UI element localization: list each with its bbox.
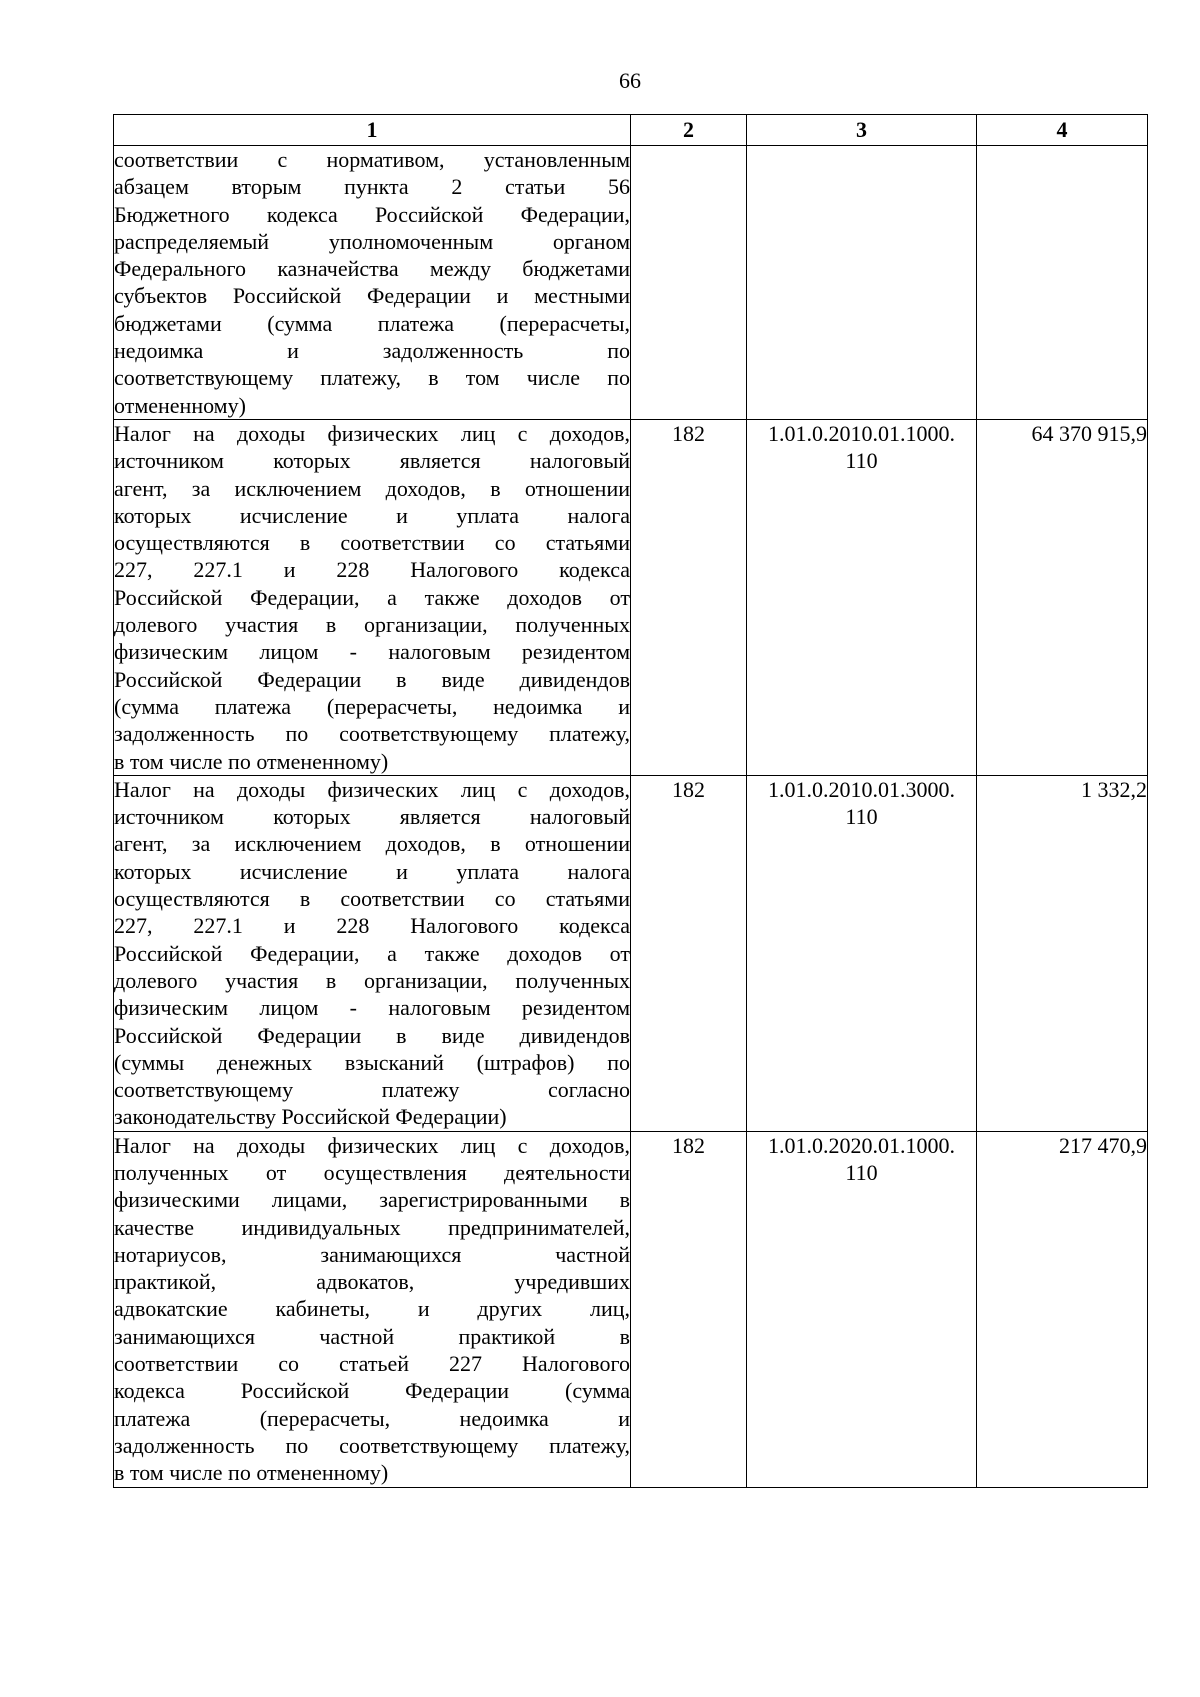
row-description — [114, 1131, 631, 1487]
column-header-2: 2 — [631, 115, 747, 146]
description-line: субъектов Российской Федерации и местными — [114, 283, 630, 309]
description-line: Бюджетного кодекса Российской Федерации, — [114, 201, 630, 227]
column-header-3: 3 — [747, 115, 977, 146]
kbk-code-line2: 110 — [845, 448, 878, 474]
amount-cell: 64 370 915,9 — [977, 419, 1148, 775]
description-line: законодательству Российской Федерации) — [114, 1104, 507, 1130]
description-line: соответствии со статьей 227 Налогового — [114, 1351, 630, 1377]
description-line: долевого участия в организации, полученных — [114, 612, 630, 638]
description-line: нотариусов, занимающихся частной — [114, 1241, 630, 1267]
description-line: источником которых является налоговый — [114, 448, 630, 474]
amount-cell: 1 332,2 — [977, 775, 1148, 1131]
description-line: кодекса Российской Федерации (сумма — [114, 1378, 630, 1404]
table-row — [114, 775, 1148, 1131]
row-description — [114, 419, 631, 775]
row-description — [114, 775, 631, 1131]
description-line: осуществляются в соответствии со статьями — [114, 886, 630, 912]
table-header-row — [114, 115, 1148, 146]
description-line: распределяемый уполномоченным органом — [114, 228, 630, 254]
table-body — [114, 146, 1148, 1488]
description-line: в том числе по отмененному) — [114, 748, 389, 774]
admin-code-cell — [631, 146, 747, 420]
description-line: адвокатские кабинеты, и других лиц, — [114, 1296, 630, 1322]
table-row — [114, 419, 1148, 775]
description-line: Налог на доходы физических лиц с доходов, — [114, 420, 630, 446]
description-line: долевого участия в организации, полученных — [114, 967, 630, 993]
revenue-table — [113, 114, 1148, 1488]
kbk-code-cell — [747, 775, 977, 1131]
description-line: агент, за исключением доходов, в отношении — [114, 475, 630, 501]
description-line: физическим лицом - налоговым резидентом — [114, 639, 630, 665]
kbk-code-cell — [747, 146, 977, 420]
row-description — [114, 146, 631, 420]
description-line: занимающихся частной практикой в — [114, 1323, 630, 1349]
amount-cell: 217 470,9 — [977, 1131, 1148, 1487]
description-line: платежа (перерасчеты, недоимка и — [114, 1405, 630, 1431]
admin-code-cell: 182 — [631, 775, 747, 1131]
description-line: Российской Федерации в виде дивидендов — [114, 1022, 630, 1048]
kbk-code-line1: 1.01.0.2010.01.1000. — [768, 420, 955, 446]
table-row — [114, 1131, 1148, 1487]
kbk-code-line2: 110 — [845, 1159, 878, 1185]
description-line: осуществляются в соответствии со статьями — [114, 530, 630, 556]
description-line: соответствующему платежу, в том числе по — [114, 365, 630, 391]
admin-code-cell: 182 — [631, 419, 747, 775]
kbk-code-line1: 1.01.0.2010.01.3000. — [768, 776, 955, 802]
page-number: 66 — [619, 68, 641, 93]
description-line: Российской Федерации, а также доходов от — [114, 584, 630, 610]
kbk-code-line1: 1.01.0.2020.01.1000. — [768, 1132, 955, 1158]
description-line: соответствующему платежу согласно — [114, 1077, 630, 1103]
description-line: соответствии с нормативом, установленным — [114, 147, 630, 172]
description-line: полученных от осуществления деятельности — [114, 1159, 630, 1185]
description-line: бюджетами (сумма платежа (перерасчеты, — [114, 310, 630, 336]
description-line: абзацем вторым пункта 2 статьи 56 — [114, 174, 630, 200]
description-line: 227, 227.1 и 228 Налогового кодекса — [114, 913, 630, 939]
kbk-code-line2: 110 — [845, 804, 878, 830]
column-header-1: 1 — [114, 115, 631, 146]
description-line: качестве индивидуальных предпринимателей, — [114, 1214, 630, 1240]
description-line: практикой, адвокатов, учредивших — [114, 1269, 630, 1295]
description-line: отмененному) — [114, 392, 246, 418]
admin-code-cell: 182 — [631, 1131, 747, 1487]
description-line: Налог на доходы физических лиц с доходов, — [114, 776, 630, 802]
table-row — [114, 146, 1148, 420]
description-line: источником которых является налоговый — [114, 804, 630, 830]
description-line: задолженность по соответствующему платежу, — [114, 1432, 630, 1458]
description-line: Налог на доходы физических лиц с доходов, — [114, 1132, 630, 1158]
description-line: агент, за исключением доходов, в отношении — [114, 831, 630, 857]
amount-cell — [977, 146, 1148, 420]
column-header-4: 4 — [977, 115, 1148, 146]
description-line: (сумма платежа (перерасчеты, недоимка и — [114, 693, 630, 719]
description-line: физическими лицами, зарегистрированными в — [114, 1187, 630, 1213]
description-line: задолженность по соответствующему платежу, — [114, 721, 630, 747]
description-line: (суммы денежных взысканий (штрафов) по — [114, 1049, 630, 1075]
description-line: Федерального казначейства между бюджетами — [114, 256, 630, 282]
description-line: 227, 227.1 и 228 Налогового кодекса — [114, 557, 630, 583]
kbk-code-cell — [747, 1131, 977, 1487]
description-line: Российской Федерации в виде дивидендов — [114, 666, 630, 692]
description-line: недоимка и задолженность по — [114, 338, 630, 364]
description-line: которых исчисление и уплата налога — [114, 858, 630, 884]
description-line: которых исчисление и уплата налога — [114, 502, 630, 528]
description-line: в том числе по отмененному) — [114, 1460, 389, 1486]
kbk-code-cell — [747, 419, 977, 775]
description-line: физическим лицом - налоговым резидентом — [114, 995, 630, 1021]
description-line: Российской Федерации, а также доходов от — [114, 940, 630, 966]
